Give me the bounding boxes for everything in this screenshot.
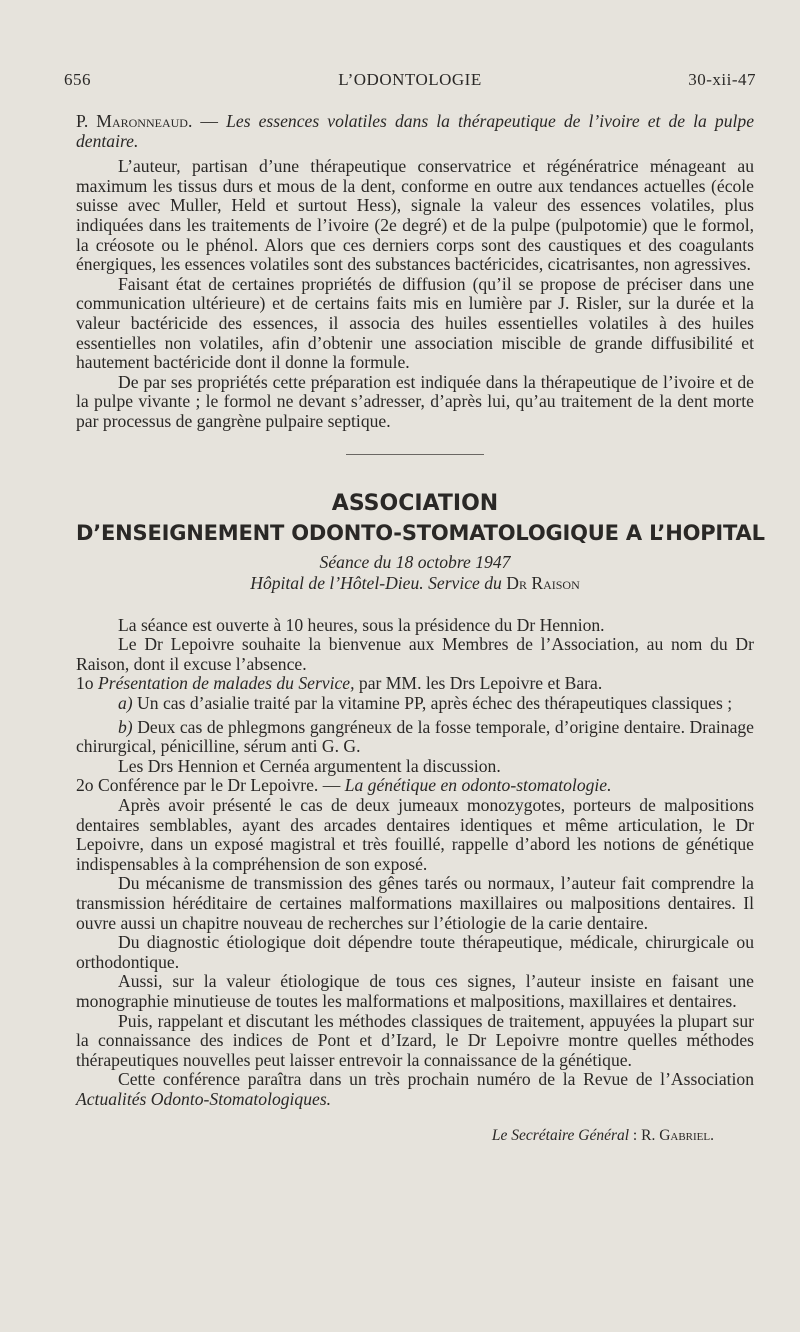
running-header	[64, 70, 756, 92]
conference-paragraph: Après avoir présenté le cas de deux jumeaux monozygotes, porteurs de malpositions dentaires semblables, ayant des arcades dentaires identiques et même articulation, le Dr Lepoivre, dans un exposé magistral et très fouillé, rappelle d’abord les notions de génétique indispensables à la compréhension de son exposé.	[76, 795, 754, 874]
review-author: P. Maronneaud.	[76, 111, 193, 131]
page-body	[76, 111, 765, 1145]
item-2-heading	[76, 776, 754, 796]
association-title-line1: ASSOCIATION	[331, 490, 499, 516]
signature-name: R. Gabriel.	[641, 1126, 714, 1144]
case-b-text: Deux cas de phlegmons gangréneux de la fosse temporale, d’origine dentaire. Drainage chirurgical, pénicilline, sérum anti G. G.	[76, 716, 754, 757]
item-1-rest: par MM. les Drs Lepoivre et Bara.	[354, 673, 603, 694]
case-a	[76, 694, 754, 714]
item-2-number: 2o	[76, 775, 98, 796]
review-heading	[76, 112, 754, 151]
item-1-number: 1o	[76, 673, 98, 694]
signature-separator: :	[629, 1126, 642, 1144]
discussion-paragraph: Les Drs Hennion et Cernéa argumentent la discussion.	[118, 755, 501, 776]
session-place-text: Hôpital de l’Hôtel-Dieu. Service du	[250, 573, 507, 594]
case-b-label: b)	[118, 716, 133, 737]
session-place	[76, 574, 754, 594]
review-paragraph: L’auteur, partisan d’une thérapeutique conservatrice et régénératrice ménageant au maximum les tissus durs et mous de la dent, conforme en outre aux tendances actuelles (école suisse avec Muller, Held et surtout Hess), signale la valeur des essences volatiles, plus indiquées dans les traitements de l’ivoire (2e degré) et de la pulpe (pulpotomie) que le formol, la créosote ou le phénol. Alors que ces derniers corps sont des caustiques et des coagulants énergiques, les essences volatiles sont des substances bactéricides, cicatrisantes, non agressives.	[76, 156, 754, 275]
opening-paragraph: La séance est ouverte à 10 heures, sous la présidence du Dr Hennion.	[118, 614, 605, 635]
conference-paragraph: Du diagnostic étiologique doit dépendre toute thérapeutique, médicale, chirurgicale ou orthodontique.	[76, 932, 754, 972]
page-number: 656	[64, 70, 91, 89]
case-a-label: a)	[118, 693, 133, 714]
review-paragraph: De par ses propriétés cette préparation est indiquée dans la thérapeutique de l’ivoire et de la pulpe vivante ; le formol ne devant s’adresser, d’après lui, qu’au traitement de la dent morte par processus de gangrène pulpaire septique.	[76, 371, 754, 431]
case-a-text: Un cas d’asialie traité par la vitamine PP, après échec des thérapeutiques classiques ;	[132, 693, 733, 714]
welcome-paragraph: Le Dr Lepoivre souhaite la bienvenue aux Membres de l’Association, au nom du Dr Raison, dont il excuse l’absence.	[76, 634, 754, 674]
session-place-doctor: Dr Raison	[506, 573, 580, 594]
review-dash: —	[192, 111, 227, 131]
item-2-title: La génétique en odonto-stomatologie.	[344, 775, 612, 796]
conference-paragraph: Aussi, sur la valeur étiologique de tous ces signes, l’auteur insiste en faisant une monographie minutieuse de toutes les malformations et malpositions, maxillaires et dentaires.	[76, 971, 754, 1011]
signature	[76, 1126, 754, 1146]
section-divider	[346, 454, 484, 455]
closing-paragraph	[76, 1070, 754, 1109]
conference-paragraph: Puis, rappelant et discutant les méthodes classiques de traitement, appuyées la plupart sur la connaissance des indices de Pont et d’Izard, le Dr Lepoivre montre quelles méthodes thérapeutiques nouvelles peut laisser entrevoir la connaissance de la génétique.	[76, 1010, 754, 1070]
review-title: Les essences volatiles dans la thérapeutique de l’ivoire et de la pulpe dentaire.	[76, 111, 755, 151]
session-date: Séance du 18 octobre 1947	[319, 551, 511, 572]
item-1-title: Présentation de malades du Service,	[98, 673, 355, 694]
association-title-line2: D’ENSEIGNEMENT ODONTO-STOMATOLOGIQUE A L’HOPITAL	[76, 520, 765, 545]
signature-role: Le Secrétaire Général	[491, 1126, 630, 1144]
journal-title: L’ODONTOLOGIE	[338, 70, 482, 89]
item-1-heading	[76, 674, 754, 694]
case-b	[76, 718, 754, 757]
issue-date: 30-xii-47	[688, 70, 756, 89]
revue-title: Actualités Odonto-Stomatologiques.	[76, 1088, 332, 1109]
item-2-prefix: Conférence par le Dr Lepoivre. —	[98, 775, 345, 796]
review-paragraph: Faisant état de certaines propriétés de diffusion (qu’il se propose de préciser dans une communication ultérieure) et de certains faits mis en lumière par J. Risler, sur la durée et la valeur bactéricide des essences, il associa des huiles essentielles volatiles à des huiles essentielles non volatiles, afin d’obtenir une association miscible de grande diffusibilité et hautement bactéricide dont il donne la formule.	[76, 273, 754, 373]
conference-paragraph: Du mécanisme de transmission des gênes tarés ou normaux, l’auteur fait comprendre la transmission héréditaire de certaines malformations maxillaires ou malpositions dentaires. Il ouvre aussi un chapitre nouveau de recherches sur l’étiologie de la carie dentaire.	[76, 873, 754, 933]
closing-text: Cette conférence paraîtra dans un très prochain numéro de la Revue de l’Association	[118, 1069, 754, 1090]
